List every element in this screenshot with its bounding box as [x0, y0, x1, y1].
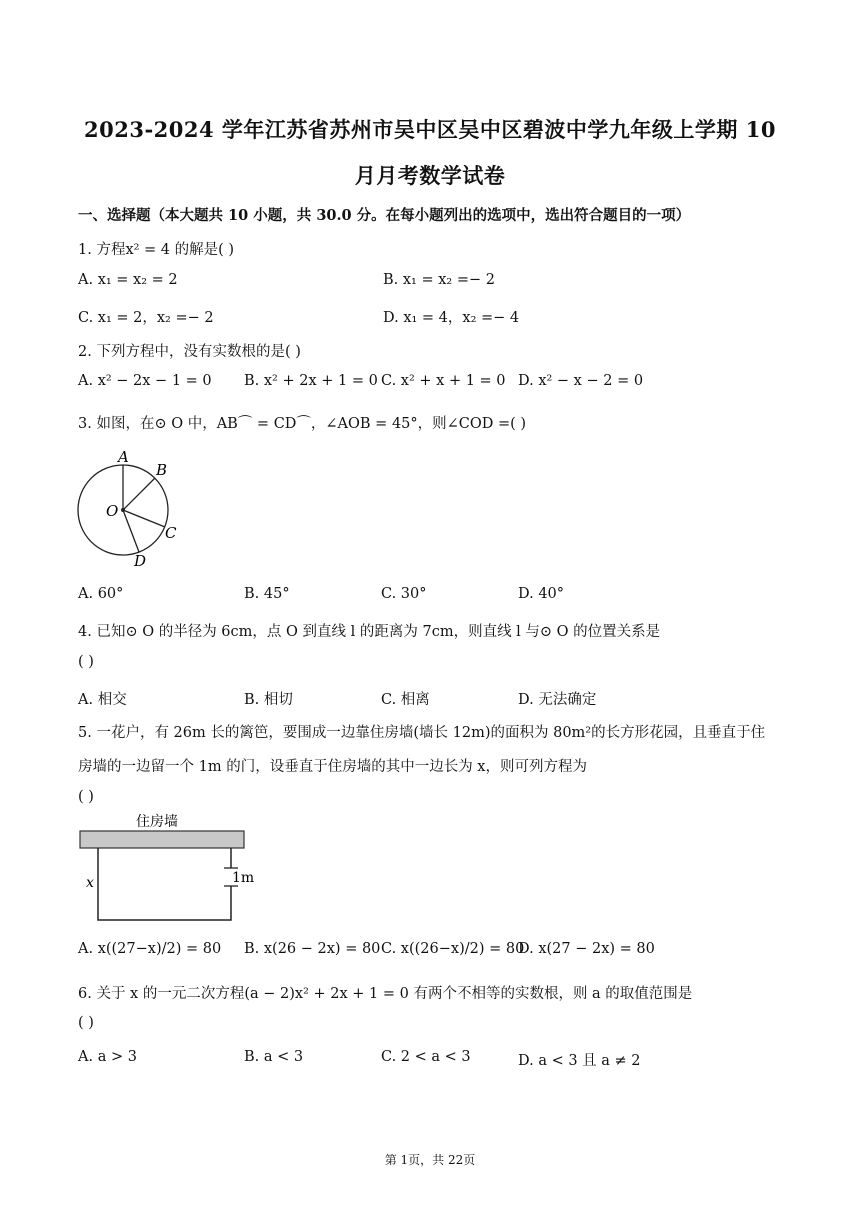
question-5-option-b: B. x(26 − 2x) = 80: [244, 941, 381, 957]
circle-figure: [70, 444, 190, 572]
question-5-option-d: D. x(27 − 2x) = 80: [518, 941, 655, 957]
wall-label: 住房墙: [136, 814, 178, 830]
question-6-option-b: B. a < 3: [244, 1049, 304, 1065]
question-2-option-d: D. x² − x − 2 = 0: [518, 373, 644, 389]
center-point: [121, 508, 125, 512]
question-2-stem: 2. 下列方程中，没有实数根的是( ): [78, 344, 301, 360]
question-4-stem: 4. 已知⊙ O 的半径为 6cm，点 O 到直线 l 的距离为 7cm，则直线 l 与⊙ O 的位置关系是: [78, 624, 661, 640]
page-footer: 第 1页，共 22页: [384, 1153, 476, 1167]
question-3-option-a: A. 60°: [78, 586, 124, 602]
question-2-option-c: C. x² + x + 1 = 0: [381, 373, 506, 389]
x-label: x: [86, 875, 94, 891]
page-title-line2: 月月考数学试卷: [354, 163, 506, 188]
radius-oc: [123, 510, 165, 527]
question-3-option-c: C. 30°: [381, 586, 427, 602]
question-4-option-c: C. 相离: [381, 692, 430, 708]
garden-figure: [74, 812, 254, 928]
question-6-stem: 6. 关于 x 的一元二次方程(a − 2)x² + 2x + 1 = 0 有两个不相等的实数根，则 a 的取值范围是: [78, 986, 693, 1002]
question-2-option-a: A. x² − 2x − 1 = 0: [78, 373, 212, 389]
question-1-option-d: D. x₁ = 4，x₂ =− 4: [383, 310, 520, 326]
radius-od: [123, 510, 139, 552]
question-1-option-a: A. x₁ = x₂ = 2: [78, 272, 178, 288]
question-4-option-b: B. 相切: [244, 692, 293, 708]
question-1-option-c: C. x₁ = 2，x₂ =− 2: [78, 310, 214, 326]
radius-ob: [123, 478, 155, 510]
label-a: A: [118, 448, 129, 466]
question-5-stem-line2: 房墙的一边留一个 1m 的门，设垂直于住房墙的其中一边长为 x，则可列方程为: [78, 759, 587, 775]
question-2-option-b: B. x² + 2x + 1 = 0: [244, 373, 378, 389]
question-4-paren: ( ): [78, 654, 94, 670]
section-header: 一、选择题（本大题共 10 小题，共 30.0 分。在每小题列出的选项中，选出符合题目的一项）: [78, 207, 691, 224]
question-5-option-a: A. x((27−x)/2) = 80: [78, 941, 222, 957]
question-6-option-a: A. a > 3: [78, 1049, 137, 1065]
label-d: D: [134, 552, 147, 570]
label-o: O: [106, 502, 119, 520]
question-5-paren: ( ): [78, 789, 94, 805]
question-1-option-b: B. x₁ = x₂ =− 2: [383, 272, 495, 288]
question-3-option-d: D. 40°: [518, 586, 565, 602]
question-6-option-c: C. 2 < a < 3: [381, 1049, 471, 1065]
house-wall: [80, 831, 244, 848]
label-c: C: [165, 524, 177, 542]
question-5-stem-line1: 5. 一花户，有 26m 长的篱笆，要围成一边靠住房墙(墙长 12m)的面积为 80m²的长方形花园，且垂直于住: [78, 725, 766, 741]
question-3-option-b: B. 45°: [244, 586, 290, 602]
question-6-paren: ( ): [78, 1015, 94, 1031]
fence: [98, 848, 231, 920]
label-b: B: [156, 461, 168, 479]
question-5-option-c: C. x((26−x)/2) = 80: [381, 941, 525, 957]
door-label: 1m: [232, 870, 254, 886]
question-3-stem: 3. 如图，在⊙ O 中，AB⌒ = CD⌒，∠AOB = 45°，则∠COD =( ): [78, 416, 527, 432]
question-4-option-d: D. 无法确定: [518, 692, 597, 708]
question-1-stem: 1. 方程x² = 4 的解是( ): [78, 242, 235, 258]
question-6-option-d: D. a < 3 且 a ≠ 2: [518, 1053, 641, 1069]
question-4-option-a: A. 相交: [78, 692, 127, 708]
page-title-line1: 2023-2024 学年江苏省苏州市吴中区吴中区碧波中学九年级上学期 10: [84, 117, 776, 142]
